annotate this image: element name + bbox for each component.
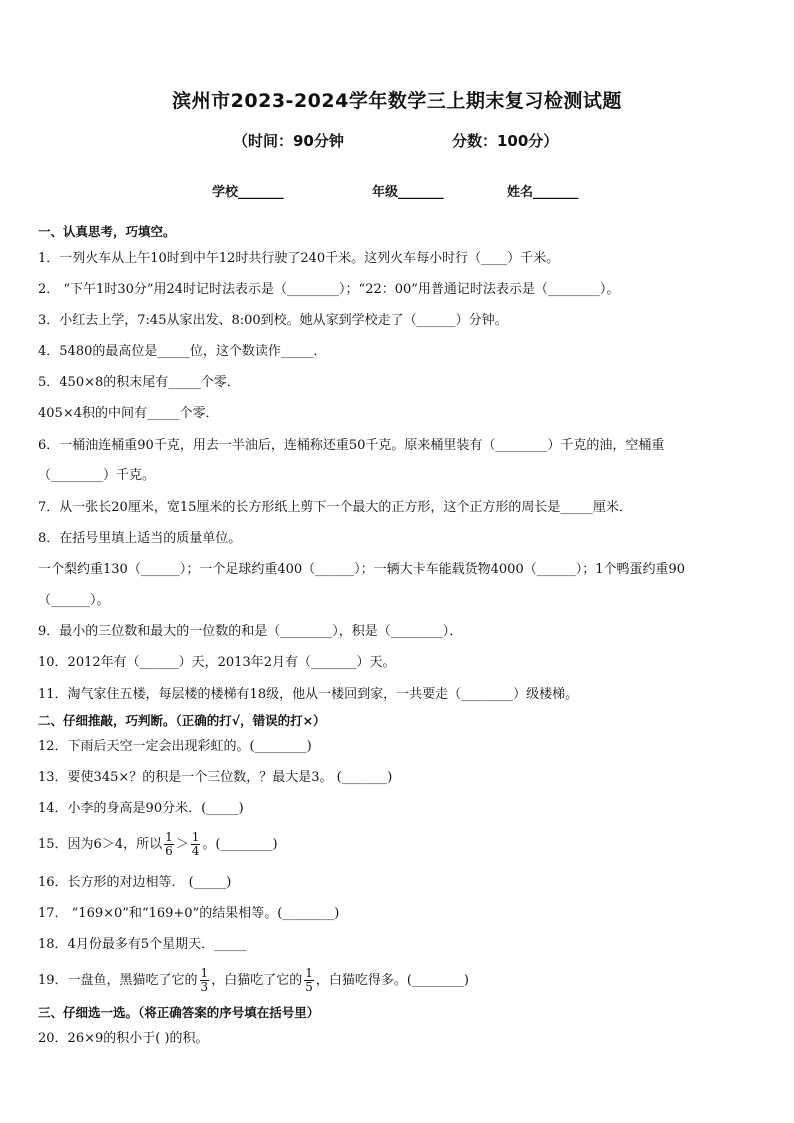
fraction-denominator: 4 xyxy=(191,844,200,858)
question-19-text: 19．一盘鱼，黑猫吃了它的 xyxy=(38,973,198,988)
question-19 xyxy=(38,964,469,998)
fraction-one-third xyxy=(200,967,210,994)
question-7: 7．从一张长20厘米，宽15厘米的长方形纸上剪下一个最大的正方形，这个正方形的周长是_____厘米． xyxy=(38,500,632,515)
question-20: 20．26×9的积小于( )的积。 xyxy=(38,1031,209,1046)
score-label: 分数：100分） xyxy=(452,132,559,150)
question-9: 9．最小的三位数和最大的一位数的和是（________），积是（________）． xyxy=(38,624,463,639)
question-8-items: 一个梨约重130（______）；一个足球约重400（______）；一辆大卡车能载货物4000（______）；1个鸭蛋约重90 xyxy=(38,562,686,577)
question-16: 16．长方形的对边相等． (_____) xyxy=(38,875,232,890)
question-19-answer: ，白猫吃得多。(________) xyxy=(315,973,469,988)
question-19-middle: ，白猫吃了它的 xyxy=(211,973,303,988)
fraction-numerator: 1 xyxy=(165,830,173,844)
question-13: 13．要使345×？的积是一个三位数，？最大是3。 (_______) xyxy=(38,770,393,785)
question-10: 10．2012年有（______）天，2013年2月有（_______）天。 xyxy=(38,655,396,670)
question-18: 18．4月份最多有5个星期天．_____ xyxy=(38,937,247,952)
question-15 xyxy=(38,828,278,862)
question-15-text: 15．因为6＞4，所以 xyxy=(38,837,163,852)
question-5-part-2: 405×4积的中间有_____个零． xyxy=(38,406,219,421)
question-4: 4．5480的最高位是_____位，这个数读作_____． xyxy=(38,344,327,359)
fraction-numerator: 1 xyxy=(191,830,200,844)
section-heading: 二、仔细推敲，巧判断。（正确的打√，错误的打×） xyxy=(38,713,326,728)
question-8: 8．在括号里填上适当的质量单位。 xyxy=(38,531,242,546)
question-6: 6．一桶油连桶重90千克，用去一半油后，连桶称还重50千克。原来桶里装有（________）千克的油，空桶重 xyxy=(38,438,665,453)
question-3: 3．小红去上学，7:45从家出发、8:00到校。她从家到学校走了（______）分钟。 xyxy=(38,313,508,328)
section-heading: 三、仔细选一选。（将正确答案的序号填在括号里） xyxy=(38,1005,320,1020)
question-14: 14．小李的身高是90分米．(_____) xyxy=(38,801,244,816)
question-12: 12．下雨后天空一定会出现彩虹的。(________) xyxy=(38,739,312,754)
question-5: 5．450×8的积末尾有_____个零． xyxy=(38,375,240,390)
fraction-denominator: 6 xyxy=(165,844,173,858)
question-17: 17． “169×0”和“169+0”的结果相等。(________) xyxy=(38,906,340,921)
question-15-answer: 。(________) xyxy=(202,837,278,852)
question-6-continued: （________）千克。 xyxy=(38,468,156,483)
question-1: 1．一列火车从上午10时到中午12时共行驶了240千米。这列火车每小时行（____）千米。 xyxy=(38,251,560,266)
question-8-continued: （______）。 xyxy=(38,593,110,608)
greater-than-sign: ＞ xyxy=(175,837,189,852)
school-field: 学校_______ xyxy=(212,185,284,200)
fraction-numerator: 1 xyxy=(200,966,209,980)
time-label: （时间：90分钟 xyxy=(233,132,344,150)
grade-field: 年级_______ xyxy=(372,185,444,200)
fraction-denominator: 3 xyxy=(200,980,209,994)
fraction-one-sixth xyxy=(164,831,174,858)
question-11: 11．淘气家住五楼，每层楼的楼梯有18级，他从一楼回到家，一共要走（________）级楼梯。 xyxy=(38,687,579,702)
page-title: 滨州市2023-2024学年数学三上期末复习检测试题 xyxy=(172,90,622,112)
name-field: 姓名_______ xyxy=(507,185,579,200)
fraction-one-fourth xyxy=(191,831,201,858)
section-heading: 一、认真思考，巧填空。 xyxy=(38,224,176,239)
fraction-numerator: 1 xyxy=(305,966,313,980)
fraction-denominator: 5 xyxy=(305,980,313,994)
question-2: 2． “下午1时30分”用24时记时法表示是（________）；“22：00”用普通记时法表示是（________）。 xyxy=(38,282,620,297)
fraction-one-fifth xyxy=(304,967,314,994)
